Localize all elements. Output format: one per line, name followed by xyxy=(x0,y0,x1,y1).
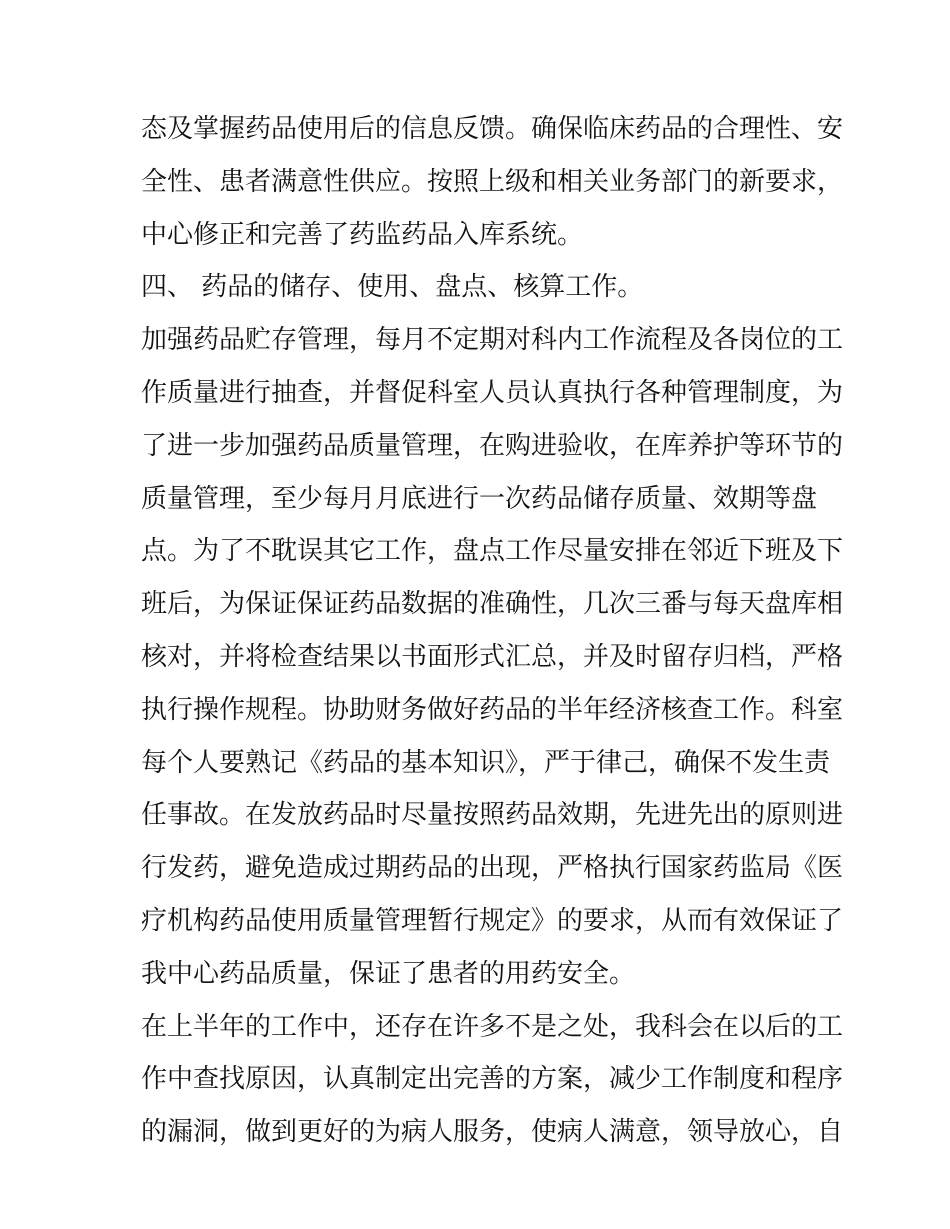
text-line: 班后，为保证保证药品数据的准确性，几次三番与每天盘库相 xyxy=(141,589,844,620)
text-line: 作质量进行抽查，并督促科室人员认真执行各种管理制度，为 xyxy=(141,377,844,408)
text-line: 疗机构药品使用质量管理暂行规定》的要求，从而有效保证了 xyxy=(141,905,844,936)
text-line: 了进一步加强药品质量管理，在购进验收，在库养护等环节的 xyxy=(141,430,844,461)
text-line: 每个人要熟记《药品的基本知识》，严于律己，确保不发生责 xyxy=(141,747,831,778)
text-line: 任事故。在发放药品时尽量按照药品效期，先进先出的原则进 xyxy=(141,800,844,831)
text-line: 态及掌握药品使用后的信息反馈。确保临床药品的合理性、安 xyxy=(141,114,844,144)
text-line: 中心修正和完善了药监药品入库系统。 xyxy=(141,219,584,250)
text-line: 质量管理，至少每月月底进行一次药品储存质量、效期等盘 xyxy=(141,483,818,514)
text-line: 在上半年的工作中，还存在许多不是之处，我科会在以后的工 xyxy=(141,1011,844,1042)
text-line: 作中查找原因，认真制定出完善的方案，减少工作制度和程序 xyxy=(141,1064,844,1095)
text-line: 核对，并将检查结果以书面形式汇总，并及时留存归档，严格 xyxy=(141,641,844,672)
text-line: 全性、患者满意性供应。按照上级和相关业务部门的新要求， xyxy=(141,166,844,197)
section-heading: 四、 药品的储存、使用、盘点、核算工作。 xyxy=(141,272,644,303)
text-line: 行发药，避免造成过期药品的出现，严格执行国家药监局《医 xyxy=(141,853,844,884)
text-line: 加强药品贮存管理，每月不定期对科内工作流程及各岗位的工 xyxy=(141,325,844,356)
text-line: 的漏洞，做到更好的为病人服务，使病人满意，领导放心，自 xyxy=(141,1117,844,1148)
document-body xyxy=(141,103,844,1159)
text-line: 我中心药品质量，保证了患者的用药安全。 xyxy=(141,958,636,989)
text-line: 点。为了不耽误其它工作，盘点工作尽量安排在邻近下班及下 xyxy=(141,536,844,567)
text-line: 执行操作规程。协助财务做好药品的半年经济核查工作。科室 xyxy=(141,694,844,725)
